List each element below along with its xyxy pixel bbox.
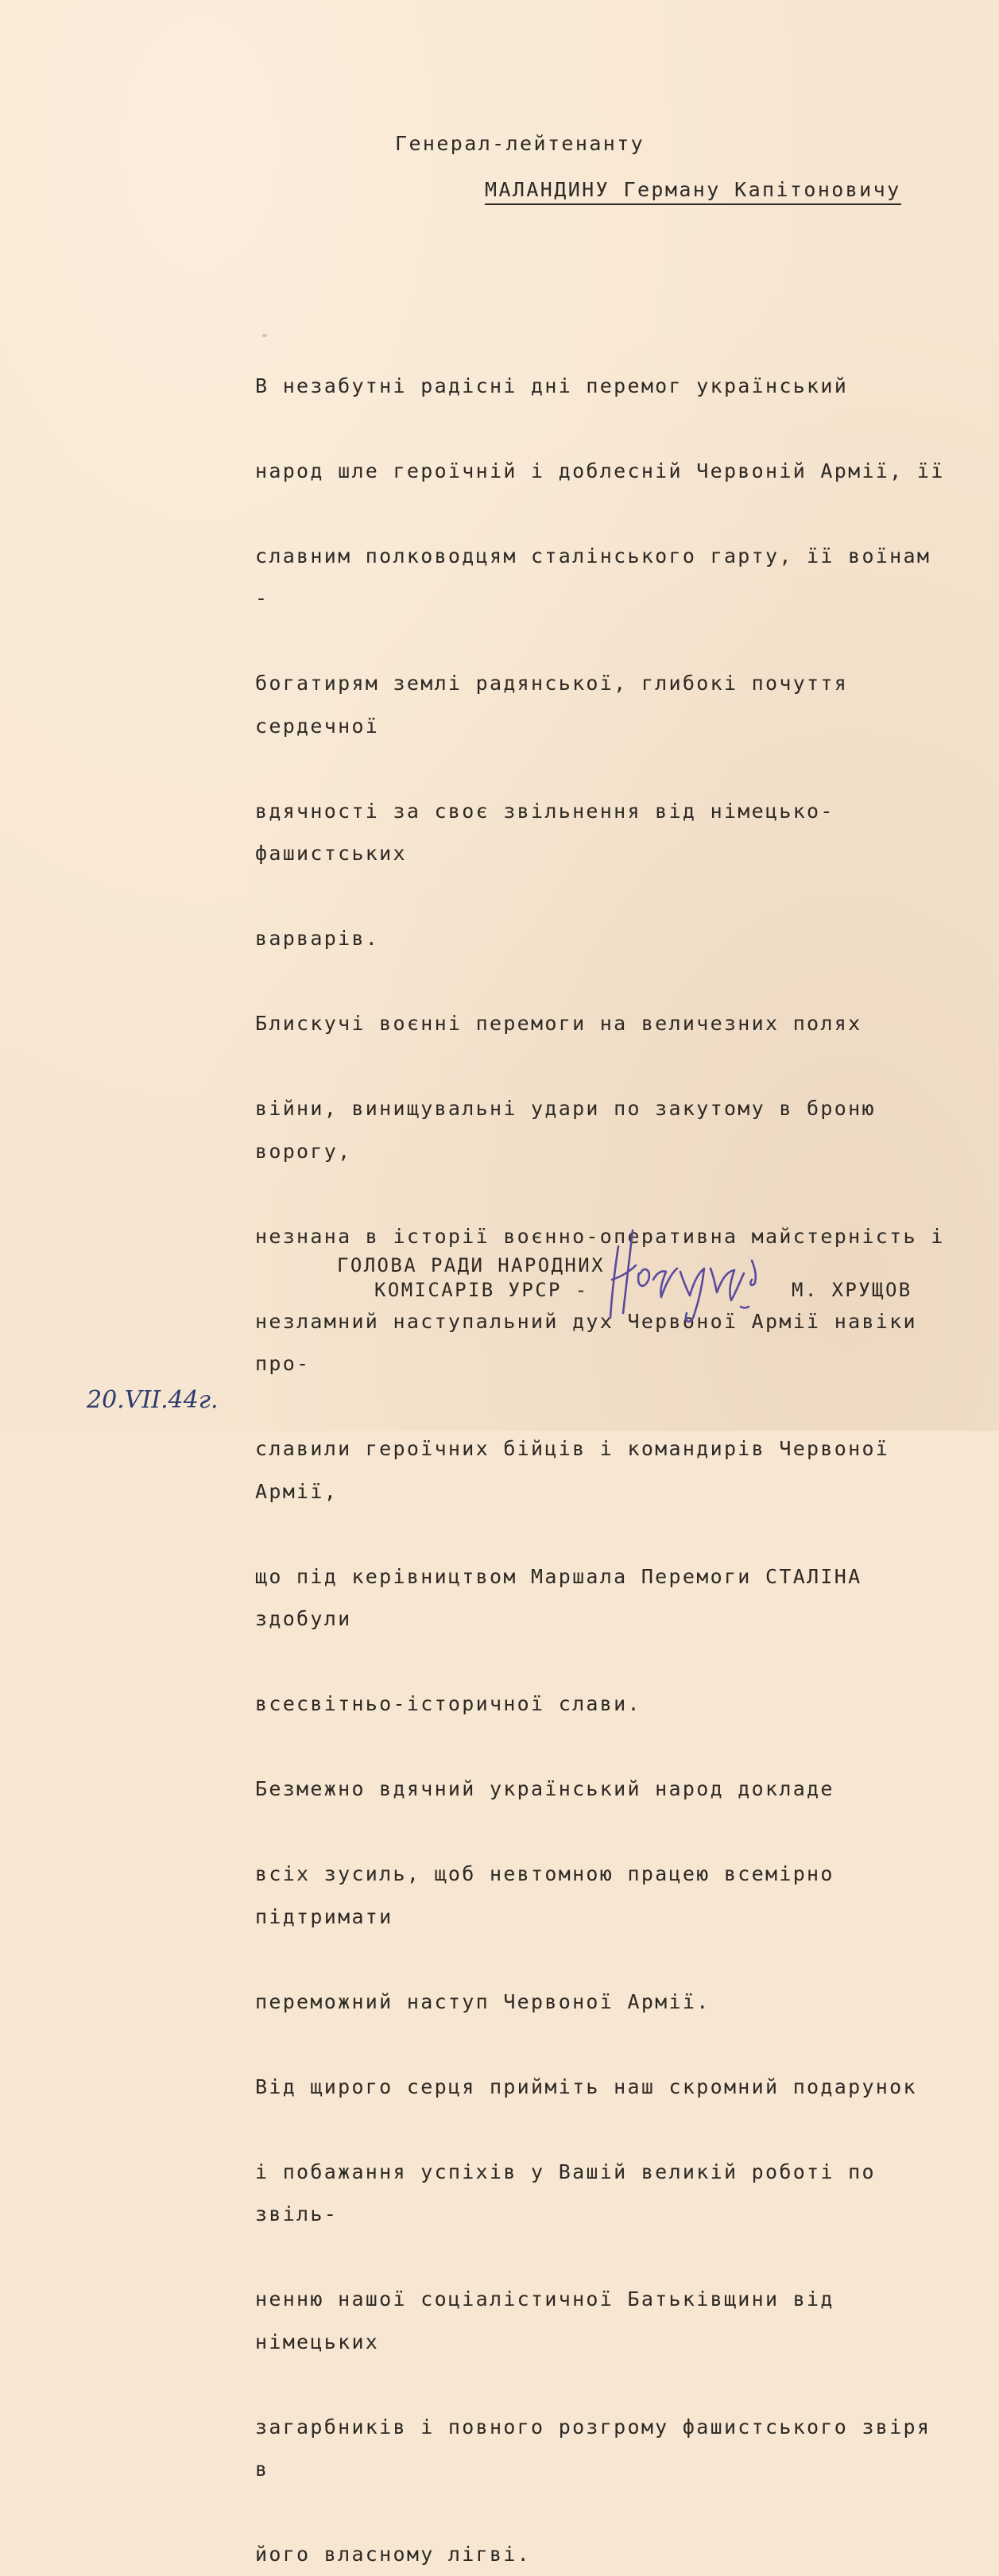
paragraph-4-line: ненню нашої соціалістичної Батьківщини від німецьких	[255, 2287, 834, 2353]
paragraph-4	[255, 2023, 954, 2576]
signatory-name: М. ХРУЩОВ	[792, 1279, 912, 1301]
paragraph-4-line: і побажання успіхів у Вашій великій роботі по звіль-	[255, 2160, 876, 2225]
paragraph-1-line: В незабутні радісні дні перемог український	[255, 374, 849, 397]
signatory-title-line-1: ГОЛОВА РАДИ НАРОДНИХ	[337, 1254, 605, 1276]
paragraph-4-line: загарбників і повного розгрому фашистського звіря в	[255, 2415, 931, 2481]
paragraph-3-line: переможний наступ Червоної Армії.	[255, 1989, 711, 2013]
paragraph-1-line: варварів.	[255, 927, 380, 950]
paragraph-4-line: Від щирого серця прийміть наш скромний подарунок	[255, 2074, 917, 2098]
paragraph-3	[255, 1726, 954, 2024]
addressee-name: МАЛАНДИНУ Герману Капітоновичу	[485, 178, 901, 205]
letter-body	[255, 322, 954, 2576]
addressee-rank: Генерал-лейтенанту	[395, 132, 645, 155]
paragraph-1	[255, 322, 954, 960]
paragraph-2-line: незнана в історії воєнно-оперативна майстерність і	[255, 1224, 945, 1248]
paragraph-3-line: всіх зусиль, щоб невтомною працею всемірно підтримати	[255, 1862, 834, 1928]
handwritten-date	[83, 1379, 242, 1419]
paragraph-1-line: народ шле героїчній і доблесній Червоній Армії, її	[255, 459, 945, 482]
signatory-title-line-2: КОМІСАРІВ УРСР -	[374, 1279, 589, 1301]
paragraph-2-line: Блискучі воєнні перемоги на величезних полях	[255, 1012, 862, 1035]
paragraph-2-line: славили героїчних бійців і командирів Червоної Армії,	[255, 1437, 890, 1503]
paragraph-2-line: всесвітньо-історичної слави.	[255, 1692, 641, 1715]
paragraph-2-line: війни, винищувальні удари по закутому в броню ворогу,	[255, 1097, 876, 1163]
paragraph-1-line: вдячності за своє звільнення від німецько-фашистських	[255, 799, 834, 865]
paragraph-2-line: що під керівництвом Маршала Перемоги СТАЛІНА здобули	[255, 1564, 862, 1630]
handwritten-date-text: 20.VII.44г.	[87, 1386, 219, 1414]
paragraph-3-line: Безмежно вдячний український народ докладе	[255, 1777, 834, 1800]
paragraph-1-line: славним полководцям сталінського гарту, її воїнам -	[255, 544, 931, 610]
paragraph-2-line: незламний наступальний дух Червоної Армії навіки про-	[255, 1309, 917, 1375]
handwritten-signature	[604, 1224, 779, 1327]
paragraph-4-line: його власному лігві.	[255, 2543, 532, 2566]
paragraph-1-line: богатирям землі радянської, глибокі почуття сердечної	[255, 672, 849, 738]
paragraph-2	[255, 960, 954, 1726]
